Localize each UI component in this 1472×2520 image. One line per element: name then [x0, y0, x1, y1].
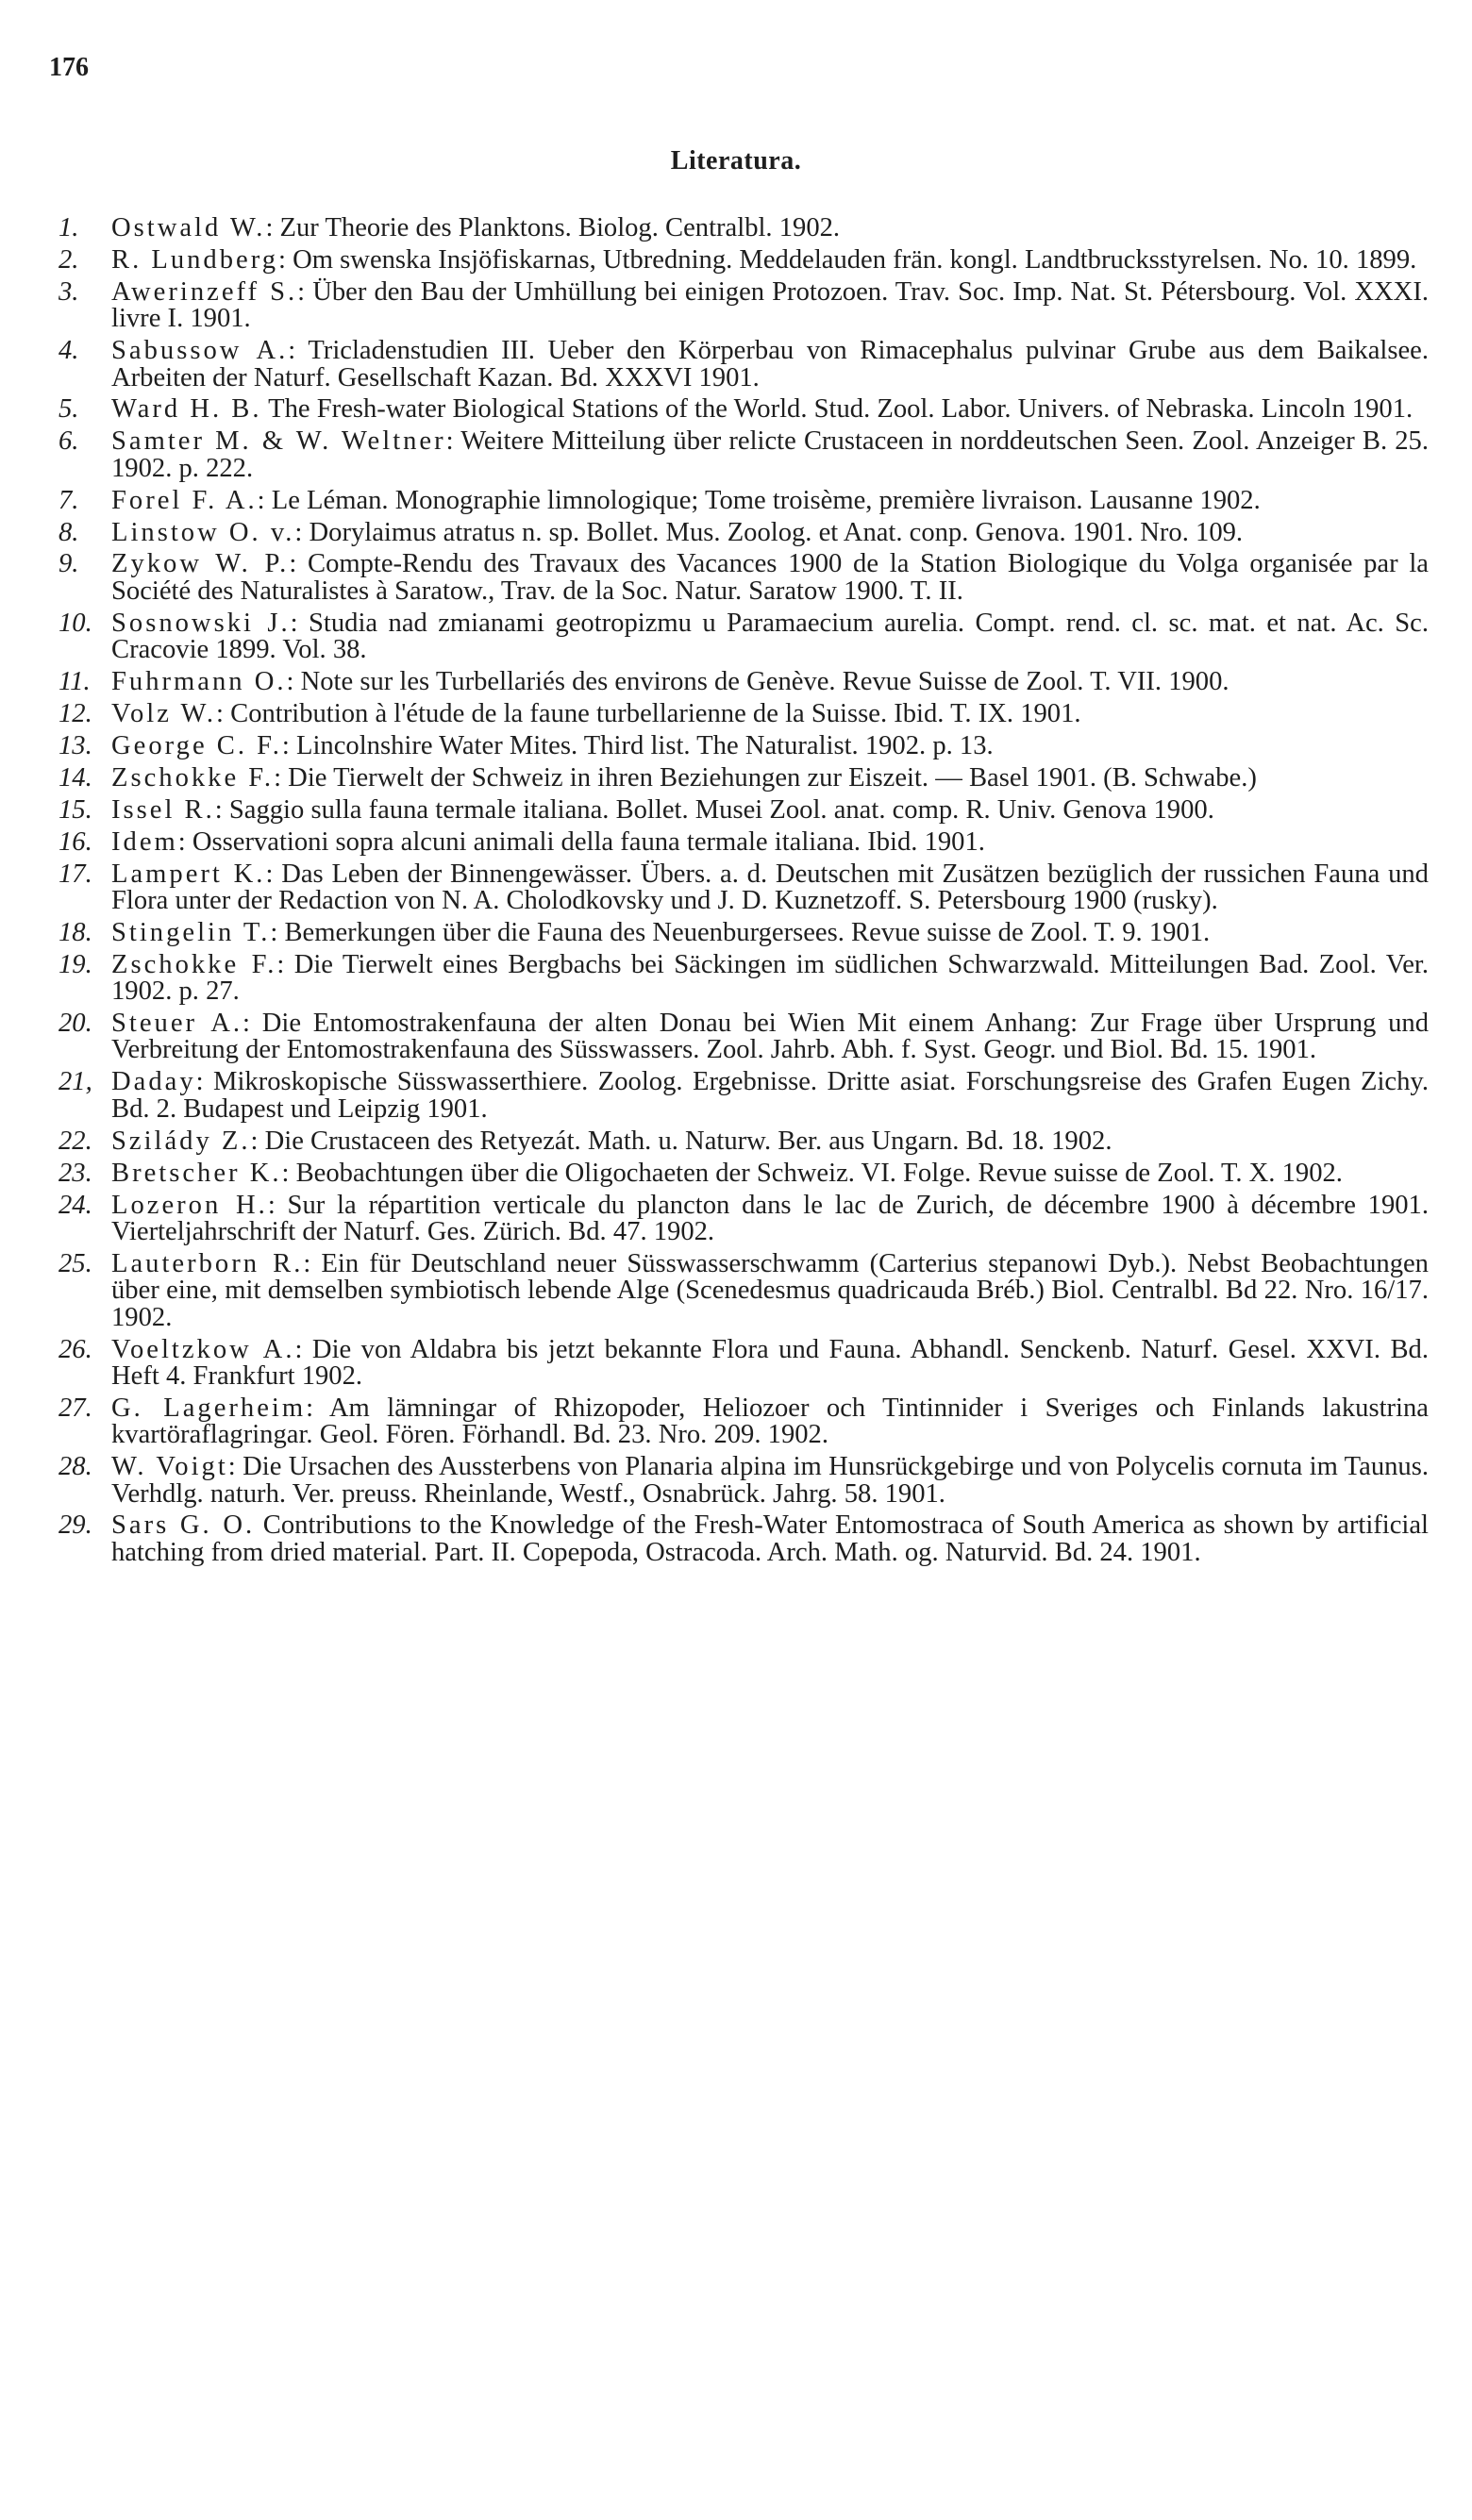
reference-text: : Mikroskopische Süsswasserthiere. Zoolog. Ergebnisse. Dritte asiat. Forschungsreise des Grafen Eugen Zichy. Bd. 2. Budapest und Leipzig 1901.: [111, 1067, 1429, 1124]
reference-entry: [59, 1248, 1429, 1332]
reference-number: 22.: [59, 1126, 92, 1156]
reference-number: 5.: [59, 394, 79, 425]
reference-text: : Bemerkungen über die Fauna des Neuenburgersees. Revue suisse de Zool. T. 9. 1901.: [270, 917, 1211, 947]
reference-author: Daday: [111, 1067, 196, 1097]
reference-text: : Le Léman. Monographie limnologique; Tome troisème, première livraison. Lausanne 1902.: [257, 485, 1261, 515]
reference-entry: [59, 859, 1429, 915]
reference-number: 20.: [59, 1009, 92, 1039]
reference-number: 21,: [59, 1067, 92, 1097]
reference-author: R. Lundberg: [111, 244, 279, 275]
reference-text: The Fresh-water Biological Stations of the World. Stud. Zool. Labor. Univers. of Nebraska. Lincoln 1901.: [261, 394, 1413, 425]
reference-text: : Am lämningar of Rhizopoder, Heliozoer och Tintinnider i Sveriges och Finlands lakustrina kvartöraflagringar. Geol. Fören. Förhandl. Bd. 23. Nro. 209. 1902.: [111, 1393, 1429, 1450]
reference-entry: [59, 394, 1429, 425]
reference-number: 2.: [59, 244, 79, 275]
reference-entry: [59, 1158, 1429, 1188]
reference-author: Szilády Z.: [111, 1126, 251, 1156]
reference-text: : Osservationi sopra alcuni animali della fauna termale italiana. Ibid. 1901.: [177, 826, 985, 857]
reference-number: 11.: [59, 667, 91, 697]
reference-number: 29.: [59, 1510, 92, 1541]
reference-number: 7.: [59, 485, 79, 515]
reference-entry: [59, 485, 1429, 515]
reference-text: : Saggio sulla fauna termale italiana. Bollet. Musei Zool. anat. comp. R. Univ. Genova 1900.: [214, 794, 1214, 825]
reference-text: : Zur Theorie des Planktons. Biolog. Centralbl. 1902.: [265, 213, 841, 242]
reference-number: 13.: [59, 730, 92, 760]
reference-author: Zschokke F.: [111, 949, 277, 979]
reference-entry: [59, 1009, 1430, 1065]
reference-number: 25.: [59, 1248, 92, 1278]
reference-number: 28.: [59, 1452, 92, 1482]
reference-text: : Compte-Rendu des Travaux des Vacances 1900 de la Station Biologique du Volga organisée par la Société des Naturalistes à Saratow., Trav. de la Soc. Natur. Saratow 1900. T. II.: [111, 549, 1429, 606]
page-title: Literatura.: [670, 146, 802, 175]
reference-author: Lozeron H.: [111, 1190, 268, 1220]
reference-entry: [59, 244, 1429, 275]
reference-text: : Die Tierwelt der Schweiz in ihren Beziehungen zur Eiszeit. — Basel 1901. (B. Schwabe.): [274, 762, 1257, 793]
page-number: 176: [49, 53, 89, 82]
reference-entry: [59, 213, 1429, 242]
reference-author: Ward H. B.: [111, 394, 262, 425]
reference-number: 15.: [59, 794, 92, 825]
reference-text: : Die Ursachen des Aussterbens von Planaria alpina im Hunsrückgebirge und von Polycelis cornuta im Taunus. Verhdlg. naturh. Ver. preuss. Rheinlande, Westf., Osnabrück. Jahrg. 58. 1901.: [111, 1452, 1429, 1509]
reference-author: Sosnowski J.: [111, 608, 291, 638]
reference-number: 4.: [59, 336, 79, 366]
reference-author: Awerinzeff S.: [111, 276, 298, 307]
reference-number: 26.: [59, 1334, 92, 1364]
reference-entry: [59, 1126, 1429, 1156]
reference-author: Zschokke F.: [111, 762, 275, 793]
reference-entry: [59, 276, 1429, 334]
reference-author: Bretscher K.: [111, 1158, 282, 1188]
reference-author: Ostwald W.: [111, 213, 266, 242]
reference-number: 6.: [59, 426, 79, 457]
reference-author: Steuer A.: [111, 1009, 243, 1039]
reference-author: Linstow O. v.: [111, 517, 295, 547]
reference-entry: [59, 1334, 1429, 1391]
reference-author: Volz W.: [111, 699, 217, 728]
reference-number: 14.: [59, 762, 92, 793]
reference-text: : Dorylaimus atratus n. sp. Bollet. Mus. Zoolog. et Anat. conp. Genova. 1901. Nro. 109.: [294, 517, 1244, 547]
reference-author: Fuhrmann O.: [111, 667, 287, 697]
reference-number: 17.: [59, 859, 92, 889]
reference-author: Samter M. & W. Weltner: [111, 426, 446, 457]
reference-author: Sabussow A.: [111, 336, 289, 366]
reference-entry: [59, 667, 1429, 697]
reference-entry: [59, 336, 1429, 392]
reference-author: Voeltzkow A.: [111, 1334, 295, 1364]
reference-number: 18.: [59, 917, 92, 947]
reference-text: : Studia nad zmianami geotropizmu u Paramaecium aurelia. Compt. rend. cl. sc. mat. et nat. Ac. Sc. Cracovie 1899. Vol. 38.: [111, 608, 1429, 665]
reference-entry: [59, 762, 1429, 793]
reference-text: : Die Entomostrakenfauna der alten Donau bei Wien Mit einem Anhang: Zur Frage über Ursprung und Verbreitung der Entomostrakenfauna des Süsswassers. Zool. Jahrb. Abh. f. Syst. Geogr. und Biol. Bd. 15. 1901.: [111, 1009, 1430, 1065]
reference-text: Contributions to the Knowledge of the Fresh-Water Entomostraca of South America as shown by artificial hatching from dried material. Part. II. Copepoda, Ostracoda. Arch. Math. og. Naturvid. Bd. 24. 1901.: [111, 1510, 1430, 1567]
reference-entry: [59, 549, 1429, 606]
reference-number: 16.: [59, 826, 92, 857]
reference-text: : Weitere Mitteilung über relicte Crustaceen in norddeutschen Seen. Zool. Anzeiger B. 25. 1902. p. 222.: [111, 426, 1430, 483]
reference-author: G. Lagerheim: [111, 1393, 307, 1423]
reference-author: George C. F.: [111, 730, 282, 760]
reference-entry: [59, 1393, 1429, 1450]
reference-author: Zykow W. P.: [111, 549, 290, 579]
reference-author: Lauterborn R.: [111, 1248, 304, 1278]
reference-number: 10.: [59, 608, 92, 638]
reference-number: 12.: [59, 699, 92, 728]
reference-entry: [59, 1190, 1429, 1246]
reference-number: 27.: [59, 1393, 92, 1423]
reference-text: : Lincolnshire Water Mites. Third list. The Naturalist. 1902. p. 13.: [281, 730, 994, 760]
reference-text: : Das Leben der Binnengewässer. Übers. a. d. Deutschen mit Zusätzen bezüglich der russichen Fauna und Flora unter der Redaction von N. A. Cholodkovsky und J. D. Kuznetzoff. S. Petersbourg 1900 (rusky).: [111, 859, 1429, 915]
reference-text: : Ein für Deutschland neuer Süsswasserschwamm (Carterius stepanowi Dyb.). Nebst Beobachtungen über eine, mit demselben symbiotisch lebende Alge (Scenedesmus quadricauda Bréb.) Biol. Centralbl. Bd 22. Nro. 16/17. 1902.: [111, 1248, 1429, 1332]
reference-text: : Note sur les Turbellariés des environs de Genève. Revue Suisse de Zool. T. VII. 1900.: [286, 667, 1229, 697]
reference-number: 8.: [59, 517, 79, 547]
reference-author: Stingelin T.: [111, 917, 271, 947]
reference-text: : Tricladenstudien III. Ueber den Körperbau von Rimacephalus pulvinar Grube aus dem Baikalsee. Arbeiten der Naturf. Gesellschaft Kazan. Bd. XXXVI 1901.: [111, 336, 1429, 392]
reference-entry: [59, 1067, 1429, 1124]
reference-entry: [59, 608, 1429, 665]
reference-entry: [59, 426, 1430, 483]
reference-number: 19.: [59, 949, 92, 979]
reference-entry: [59, 730, 1429, 760]
reference-entry: [59, 517, 1429, 547]
reference-text: : Die von Aldabra bis jetzt bekannte Flora und Fauna. Abhandl. Senckenb. Naturf. Gesel. XXVI. Bd. Heft 4. Frankfurt 1902.: [111, 1334, 1429, 1391]
reference-entry: [59, 826, 1429, 857]
reference-entry: [59, 1510, 1430, 1567]
reference-number: 3.: [59, 276, 79, 307]
reference-text: : Die Crustaceen des Retyezát. Math. u. Naturw. Ber. aus Ungarn. Bd. 18. 1902.: [250, 1126, 1112, 1156]
reference-entry: [59, 1452, 1429, 1509]
reference-author: Forel F. A.: [111, 485, 258, 515]
reference-author: Idem: [111, 826, 178, 857]
reference-number: 1.: [59, 213, 79, 242]
reference-author: Issel R.: [111, 794, 215, 825]
reference-number: 9.: [59, 549, 79, 579]
reference-author: Lampert K.: [111, 859, 266, 889]
reference-author: Sars G. O.: [111, 1510, 256, 1541]
reference-text: : Die Tierwelt eines Bergbachs bei Säckingen im südlichen Schwarzwald. Mitteilungen Bad. Zool. Ver. 1902. p. 27.: [111, 949, 1429, 1007]
reference-text: : Om swenska Insjöfiskarnas, Utbredning. Meddelauden frän. kongl. Landtbrucksstyrelsen. No. 10. 1899.: [278, 244, 1417, 275]
reference-number: 23.: [59, 1158, 92, 1188]
reference-number: 24.: [59, 1190, 92, 1220]
reference-text: : Über den Bau der Umhüllung bei einigen Protozoen. Trav. Soc. Imp. Nat. St. Pétersbourg. Vol. XXXI. livre I. 1901.: [111, 276, 1429, 334]
reference-text: : Contribution à l'étude de la faune turbellarienne de la Suisse. Ibid. T. IX. 1901.: [216, 699, 1081, 728]
reference-list: [59, 213, 1430, 1572]
reference-entry: [59, 949, 1429, 1007]
reference-entry: [59, 794, 1429, 825]
reference-text: : Sur la répartition verticale du plancton dans le lac de Zurich, de décembre 1900 à décembre 1901. Vierteljahrschrift der Naturf. Ges. Zürich. Bd. 47. 1902.: [111, 1190, 1429, 1246]
reference-entry: [59, 699, 1429, 728]
reference-text: : Beobachtungen über die Oligochaeten der Schweiz. VI. Folge. Revue suisse de Zool. T. X. 1902.: [281, 1158, 1343, 1188]
reference-author: W. Voigt: [111, 1452, 228, 1482]
reference-entry: [59, 917, 1429, 947]
